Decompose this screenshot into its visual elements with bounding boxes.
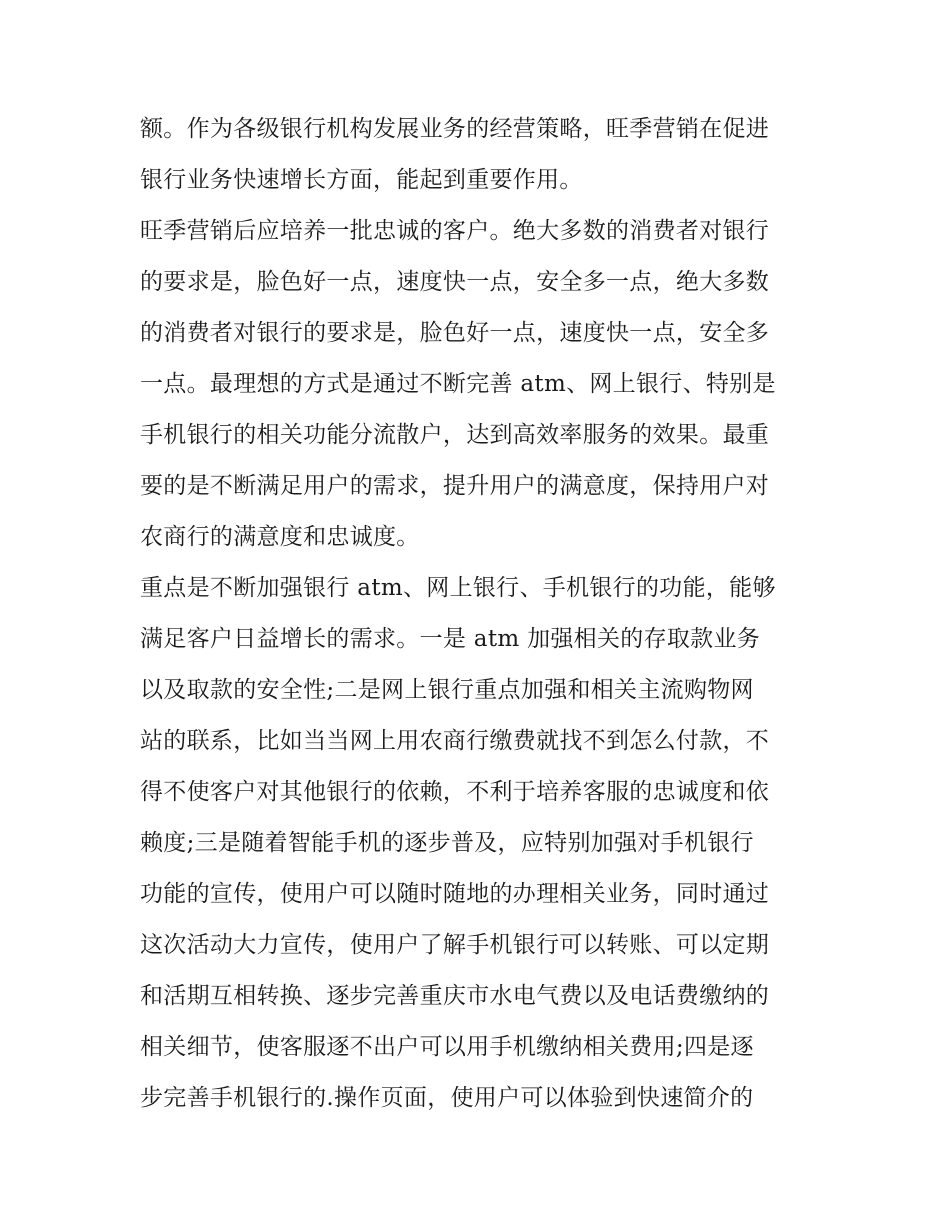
text-line: 赖度;三是随着智能手机的逐步普及，应特别加强对手机银行	[140, 830, 754, 856]
text-line: 得不使客户对其他银行的依赖，不利于培养客服的忠诚度和依	[140, 779, 770, 805]
text-line: 的消费者对银行的要求是，脸色好一点，速度快一点，安全多	[140, 320, 770, 346]
text-line: 站的联系，比如当当网上用农商行缴费就找不到怎么付款，不	[140, 728, 770, 754]
text-line: 银行业务快速增长方面，能起到重要作用。	[140, 167, 583, 193]
text-line: 额。作为各级银行机构发展业务的经营策略，旺季营销在促进	[140, 116, 770, 142]
text-line: 功能的宣传，使用户可以随时随地的办理相关业务，同时通过	[140, 881, 770, 907]
text-line: 农商行的满意度和忠诚度。	[140, 524, 420, 550]
text-line: 相关细节，使客服逐不出户可以用手机缴纳相关费用;四是逐	[140, 1034, 754, 1060]
text-line: 重点是不断加强银行 atm、网上银行、手机银行的功能，能够	[140, 575, 776, 601]
text-line: 满足客户日益增长的需求。一是 atm 加强相关的存取款业务	[140, 626, 761, 652]
text-line: 手机银行的相关功能分流散户，达到高效率服务的效果。最重	[140, 422, 770, 448]
document-body	[140, 104, 820, 1124]
text-line: 以及取款的安全性;二是网上银行重点加强和相关主流购物网	[140, 677, 754, 703]
text-line: 一点。最理想的方式是通过不断完善 atm、网上银行、特别是	[140, 371, 776, 397]
text-line: 要的是不断满足用户的需求，提升用户的满意度，保持用户对	[140, 473, 770, 499]
text-line: 和活期互相转换、逐步完善重庆市水电气费以及电话费缴纳的	[140, 983, 770, 1009]
text-line: 的要求是，脸色好一点，速度快一点，安全多一点，绝大多数	[140, 269, 770, 295]
text-line: 这次活动大力宣传，使用户了解手机银行可以转账、可以定期	[140, 932, 770, 958]
text-line: 旺季营销后应培养一批忠诚的客户。绝大多数的消费者对银行	[140, 218, 770, 244]
text-line: 步完善手机银行的.操作页面，使用户可以体验到快速简介的	[140, 1085, 754, 1111]
